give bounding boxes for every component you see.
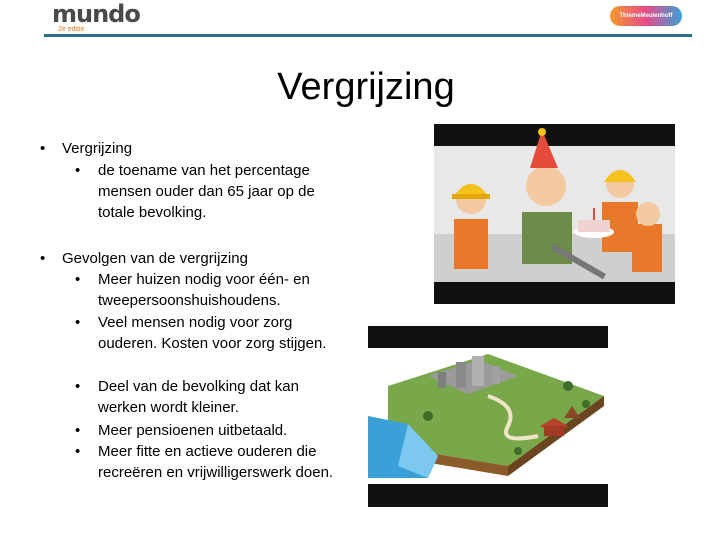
bullet-dot: • xyxy=(40,140,46,157)
bullet-dot: • xyxy=(75,443,81,460)
cartoon-illustration xyxy=(434,124,675,304)
bullet-text: Meer pensioenen uitbetaald. xyxy=(98,422,288,439)
logo-text: mundo xyxy=(52,0,140,28)
bullet-dot: • xyxy=(40,250,46,267)
landscape-image xyxy=(368,326,608,507)
bullet-text: de toename van het percentage mensen ouder dan 65 jaar op de totale bevolking. xyxy=(98,162,315,221)
logo-subtext: 2e editie xyxy=(58,26,85,33)
mundo-logo xyxy=(52,2,140,34)
bullet-text: Meer huizen nodig voor één- en tweepersoonshuishoudens. xyxy=(98,271,310,309)
landscape-illustration xyxy=(368,326,608,507)
bullet-dot: • xyxy=(75,422,81,439)
bullet-dot: • xyxy=(75,271,81,288)
bullet-text: Deel van de bevolking dat kan werken wordt kleiner. xyxy=(98,378,299,416)
bullet-dot: • xyxy=(75,378,81,395)
bullet-dot: • xyxy=(75,162,81,179)
slide-title: Vergrijzing xyxy=(277,66,455,108)
bullet-text: Veel mensen nodig voor zorg ouderen. Kosten voor zorg stijgen. xyxy=(98,314,327,352)
bullet-dot: • xyxy=(75,314,81,331)
worker-left xyxy=(452,184,490,269)
header xyxy=(0,0,720,42)
bullet-text: Gevolgen van de vergrijzing xyxy=(62,250,248,267)
header-divider xyxy=(44,34,692,37)
publisher-logo: ThiemeMeulenhoff xyxy=(610,6,682,26)
bullet-text: Meer fitte en actieve ouderen die recreëren en vrijwilligerswerk doen. xyxy=(98,443,334,481)
bullet-text: Vergrijzing xyxy=(62,140,133,157)
cartoon-image xyxy=(434,124,675,304)
